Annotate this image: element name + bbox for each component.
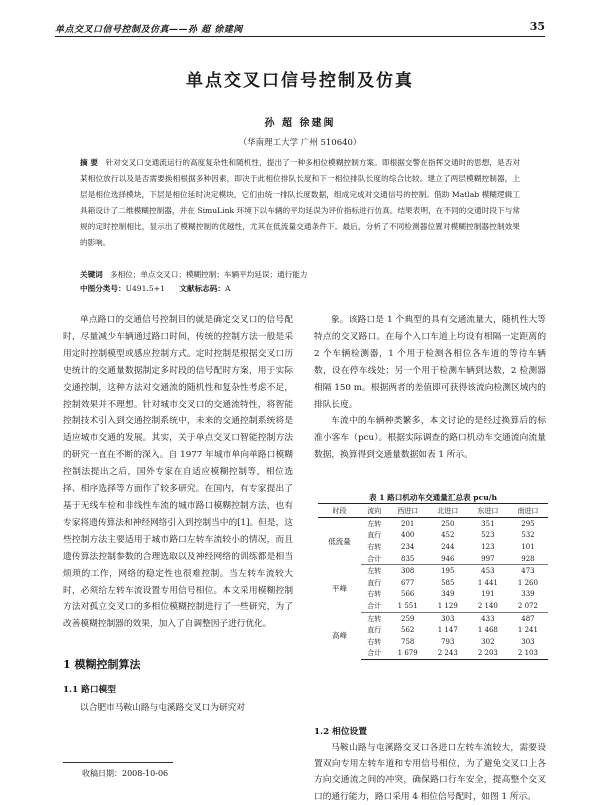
abstract <box>80 155 520 251</box>
table-cell: 1 241 <box>517 626 538 635</box>
table-header-cell: 西进口 <box>388 504 428 518</box>
table-cell: 左转 <box>367 567 382 576</box>
table-cell: 123 <box>481 542 495 551</box>
table-cell: 右转 <box>367 637 382 646</box>
table-cell: 直行 <box>367 578 382 587</box>
table-cell: 562 <box>401 626 415 635</box>
table-cell: 400 <box>401 531 415 540</box>
keywords-label: 关键词 <box>80 270 103 279</box>
table-cell: 433 <box>481 614 495 623</box>
table-cell: 2 140 <box>468 600 508 612</box>
table-cell: 793 <box>441 637 455 646</box>
table-cell: 835 <box>388 553 428 565</box>
table-cell: 523 <box>481 531 495 540</box>
table-cell: 234 <box>401 542 415 551</box>
table-cell: 右转 <box>367 590 382 599</box>
table-cell: 195 <box>441 567 455 576</box>
right-paragraph-1: 象。该路口是 1 个典型的具有交通流量大，随机性大等特点的交叉路口。在每个入口车道上均设有相隔一定距离的 2 个车辆检测器，1 个用于检测各相位各车道的等待车辆数，设在停车线处；另一个用于检测车辆到达数，2 检测器相隔 150 m。根据两者的差值即可获得该流向检测区域内的排队长度。 <box>314 315 546 410</box>
table-cell: 339 <box>521 590 535 599</box>
table-cell: 302 <box>481 637 495 646</box>
footnote: 收稿日期：2008-10-06 <box>82 769 169 778</box>
period-cell: 高峰 <box>331 631 347 641</box>
table-header-cell: 东进口 <box>468 504 508 518</box>
running-header <box>55 20 545 37</box>
table-header-row <box>318 504 548 518</box>
table-cell: 303 <box>521 637 535 646</box>
table-cell: 1 679 <box>388 648 428 660</box>
table-cell: 2 072 <box>508 600 548 612</box>
table-cell: 308 <box>401 567 415 576</box>
doc-label: 文献标志码： <box>179 284 225 293</box>
intro-paragraph: 单点路口的交通信号控制目的就是确定交叉口的信号配时，尽量减少车辆通过路口时间，传统的控制方法一般是采用定时控制模型或感应控制方式。定时控制是根据交叉口历史统计的交通量数据制定多时段的信号配时方案，用于实际交通控制，这种方法对交通流的随机性和复杂性考虑不足，控制效果并不理想。针对城市交叉口的交通流特性，将智能控制技术引入到交通控制系统中，未来的交通控制系统将是适应城市交通的发展。其实，关于单点交叉口智能控制方法的研究一直在不断的深入。自 1977 年城市单向单路口模糊控制法提出之后，国外专家在自适应模糊控制等，相位选择、相序选择等方面作了较多研究。在国内，有专家提出了基于无线车检和非线性车流的城市路口模糊控制方法，也有专家将遗传算法和神经网络引入到控制当中的[1]。但是，这些控制方法主要适用于城市路口左转车流较小的情况，而且遗传算法控制参数的合理选取以及神经网络的训练都是相当烦琐的工作，网络的稳定性也很难控制。当左转车流较大时，必须给左转车流设置专用信号相位。本文采用模糊控制方法对孤立交叉口的多相位模糊控制进行了一些研究，为了改善模糊控制器的效果，加入了自调整因子进行优化。 <box>63 315 293 630</box>
affiliation: （华南理工大学 广州 510640） <box>238 138 362 148</box>
class-code: U491.5+1 <box>125 284 165 293</box>
table-header-cell: 时段 <box>318 504 361 518</box>
table-cell: 合计 <box>361 553 388 565</box>
section-heading: 1 模糊控制算法 <box>63 658 141 671</box>
abstract-text: 针对交叉口交通流运行的高度复杂性和随机性，提出了一种多相位模糊控制方案。即根据交警在指挥交通时的思想，是否对某相位放行以及是否需要换相根据多种因素，即决于此相位排队长度和下一相位排队长度的综合比较。建立了两层模糊控制器，上层是相位选择模块，下层是相位延时决定模块，它们由统一排队长度数据，组成完成对交通信号的控制。借助 Matlab 模糊逻辑工具箱设计了二维模糊控制器，并在 SimuLink 环境下以车辆的平均延误为评价指标进行仿真。结果表明，在不同的交通时段下与常规的定时控制相比，显示出了模糊控制的优越性，尤其在低流量交通条件下。最后，分析了不同检测器位置对模糊控制器控制效果的影响。 <box>80 158 520 247</box>
table-cell: 453 <box>481 567 495 576</box>
table-cell: 244 <box>441 542 455 551</box>
table-header-cell: 南进口 <box>508 504 548 518</box>
table-cell: 303 <box>441 614 455 623</box>
table-header-cell: 北进口 <box>428 504 468 518</box>
table-cell: 1 441 <box>477 578 498 587</box>
table-cell: 2 203 <box>468 648 508 660</box>
table-row <box>318 518 548 530</box>
table-row <box>318 565 548 577</box>
table-cell: 1 129 <box>428 600 468 612</box>
table-cell: 928 <box>508 553 548 565</box>
table-cell: 295 <box>521 519 535 528</box>
keywords <box>80 268 520 282</box>
table-cell: 250 <box>441 519 455 528</box>
table-cell: 1 260 <box>517 578 538 587</box>
subsection-heading-phase: 1.2 相位设置 <box>314 727 367 737</box>
section-text: 以合肥市马鞍山路与屯溪路交叉口为研究对 <box>80 703 246 713</box>
table-cell: 201 <box>401 519 415 528</box>
table-cell: 右转 <box>367 542 382 551</box>
footnote-divider <box>63 762 173 763</box>
table-cell: 1 468 <box>477 626 498 635</box>
table-cell: 1 551 <box>388 600 428 612</box>
table-cell: 直行 <box>367 531 382 540</box>
table-cell: 2 103 <box>508 648 548 660</box>
table-cell: 473 <box>521 567 535 576</box>
table-cell: 左转 <box>367 614 382 623</box>
table-cell: 直行 <box>367 626 382 635</box>
table-cell: 101 <box>521 542 535 551</box>
table-cell: 677 <box>401 578 415 587</box>
table-cell: 合计 <box>361 600 388 612</box>
subsection-heading: 1.1 路口模型 <box>63 685 116 695</box>
table-cell: 585 <box>441 578 455 587</box>
right-paragraph-2: 车流中的车辆种类繁多，本文讨论的是经过换算后的标准小客车（pcu）。根据实际调查的路口机动车交通流向流量数据，换算得到交通量数据如表 1 所示。 <box>314 416 546 461</box>
table-cell: 1 147 <box>437 626 458 635</box>
table-row <box>318 612 548 624</box>
period-cell: 平峰 <box>331 584 347 594</box>
table-cell: 349 <box>441 590 455 599</box>
classification <box>80 282 520 296</box>
table-cell: 2 243 <box>428 648 468 660</box>
traffic-volume-table <box>318 503 548 660</box>
abstract-label: 摘 要 <box>80 158 99 167</box>
table-cell: 452 <box>441 531 455 540</box>
table-header-cell: 流向 <box>361 504 388 518</box>
right-column <box>314 312 546 464</box>
table-caption: 表 1 路口机动车交通量汇总表 pcu/h <box>368 493 498 502</box>
table-cell: 946 <box>428 553 468 565</box>
table-cell: 259 <box>401 614 415 623</box>
period-cell: 低流量 <box>328 536 351 546</box>
table-cell: 997 <box>468 553 508 565</box>
table-cell: 351 <box>481 519 495 528</box>
page-number: 35 <box>529 20 545 33</box>
running-title: 单点交叉口信号控制及仿真——孙 超 徐建闽 <box>55 25 243 35</box>
class-label: 中图分类号： <box>80 284 126 293</box>
doc-code: A <box>224 284 231 293</box>
table-cell: 758 <box>401 637 415 646</box>
paper-title: 单点交叉口信号控制及仿真 <box>186 71 414 91</box>
table-cell: 合计 <box>361 648 388 660</box>
keywords-text: 多相位；单点交叉口；模糊控制；车辆平均延误；通行能力 <box>110 270 308 279</box>
table-cell: 左转 <box>367 519 382 528</box>
table-cell: 487 <box>521 614 535 623</box>
phase-setting-text: 马鞍山路与屯溪路交叉口各进口左转车流较大，需要设置双向专用左转车道和专用信号相位，为了避免交叉口上各方向交通流之间的冲突，确保路口行车安全，提高整个交叉口的通行能力，路口采用 4 相位信号配时，如图 1 所示。 <box>314 743 546 802</box>
left-column <box>63 312 293 633</box>
authors: 孙 超 徐建闽 <box>264 118 336 129</box>
table-cell: 532 <box>521 531 535 540</box>
table-cell: 566 <box>401 590 415 599</box>
table-cell: 191 <box>481 590 495 599</box>
